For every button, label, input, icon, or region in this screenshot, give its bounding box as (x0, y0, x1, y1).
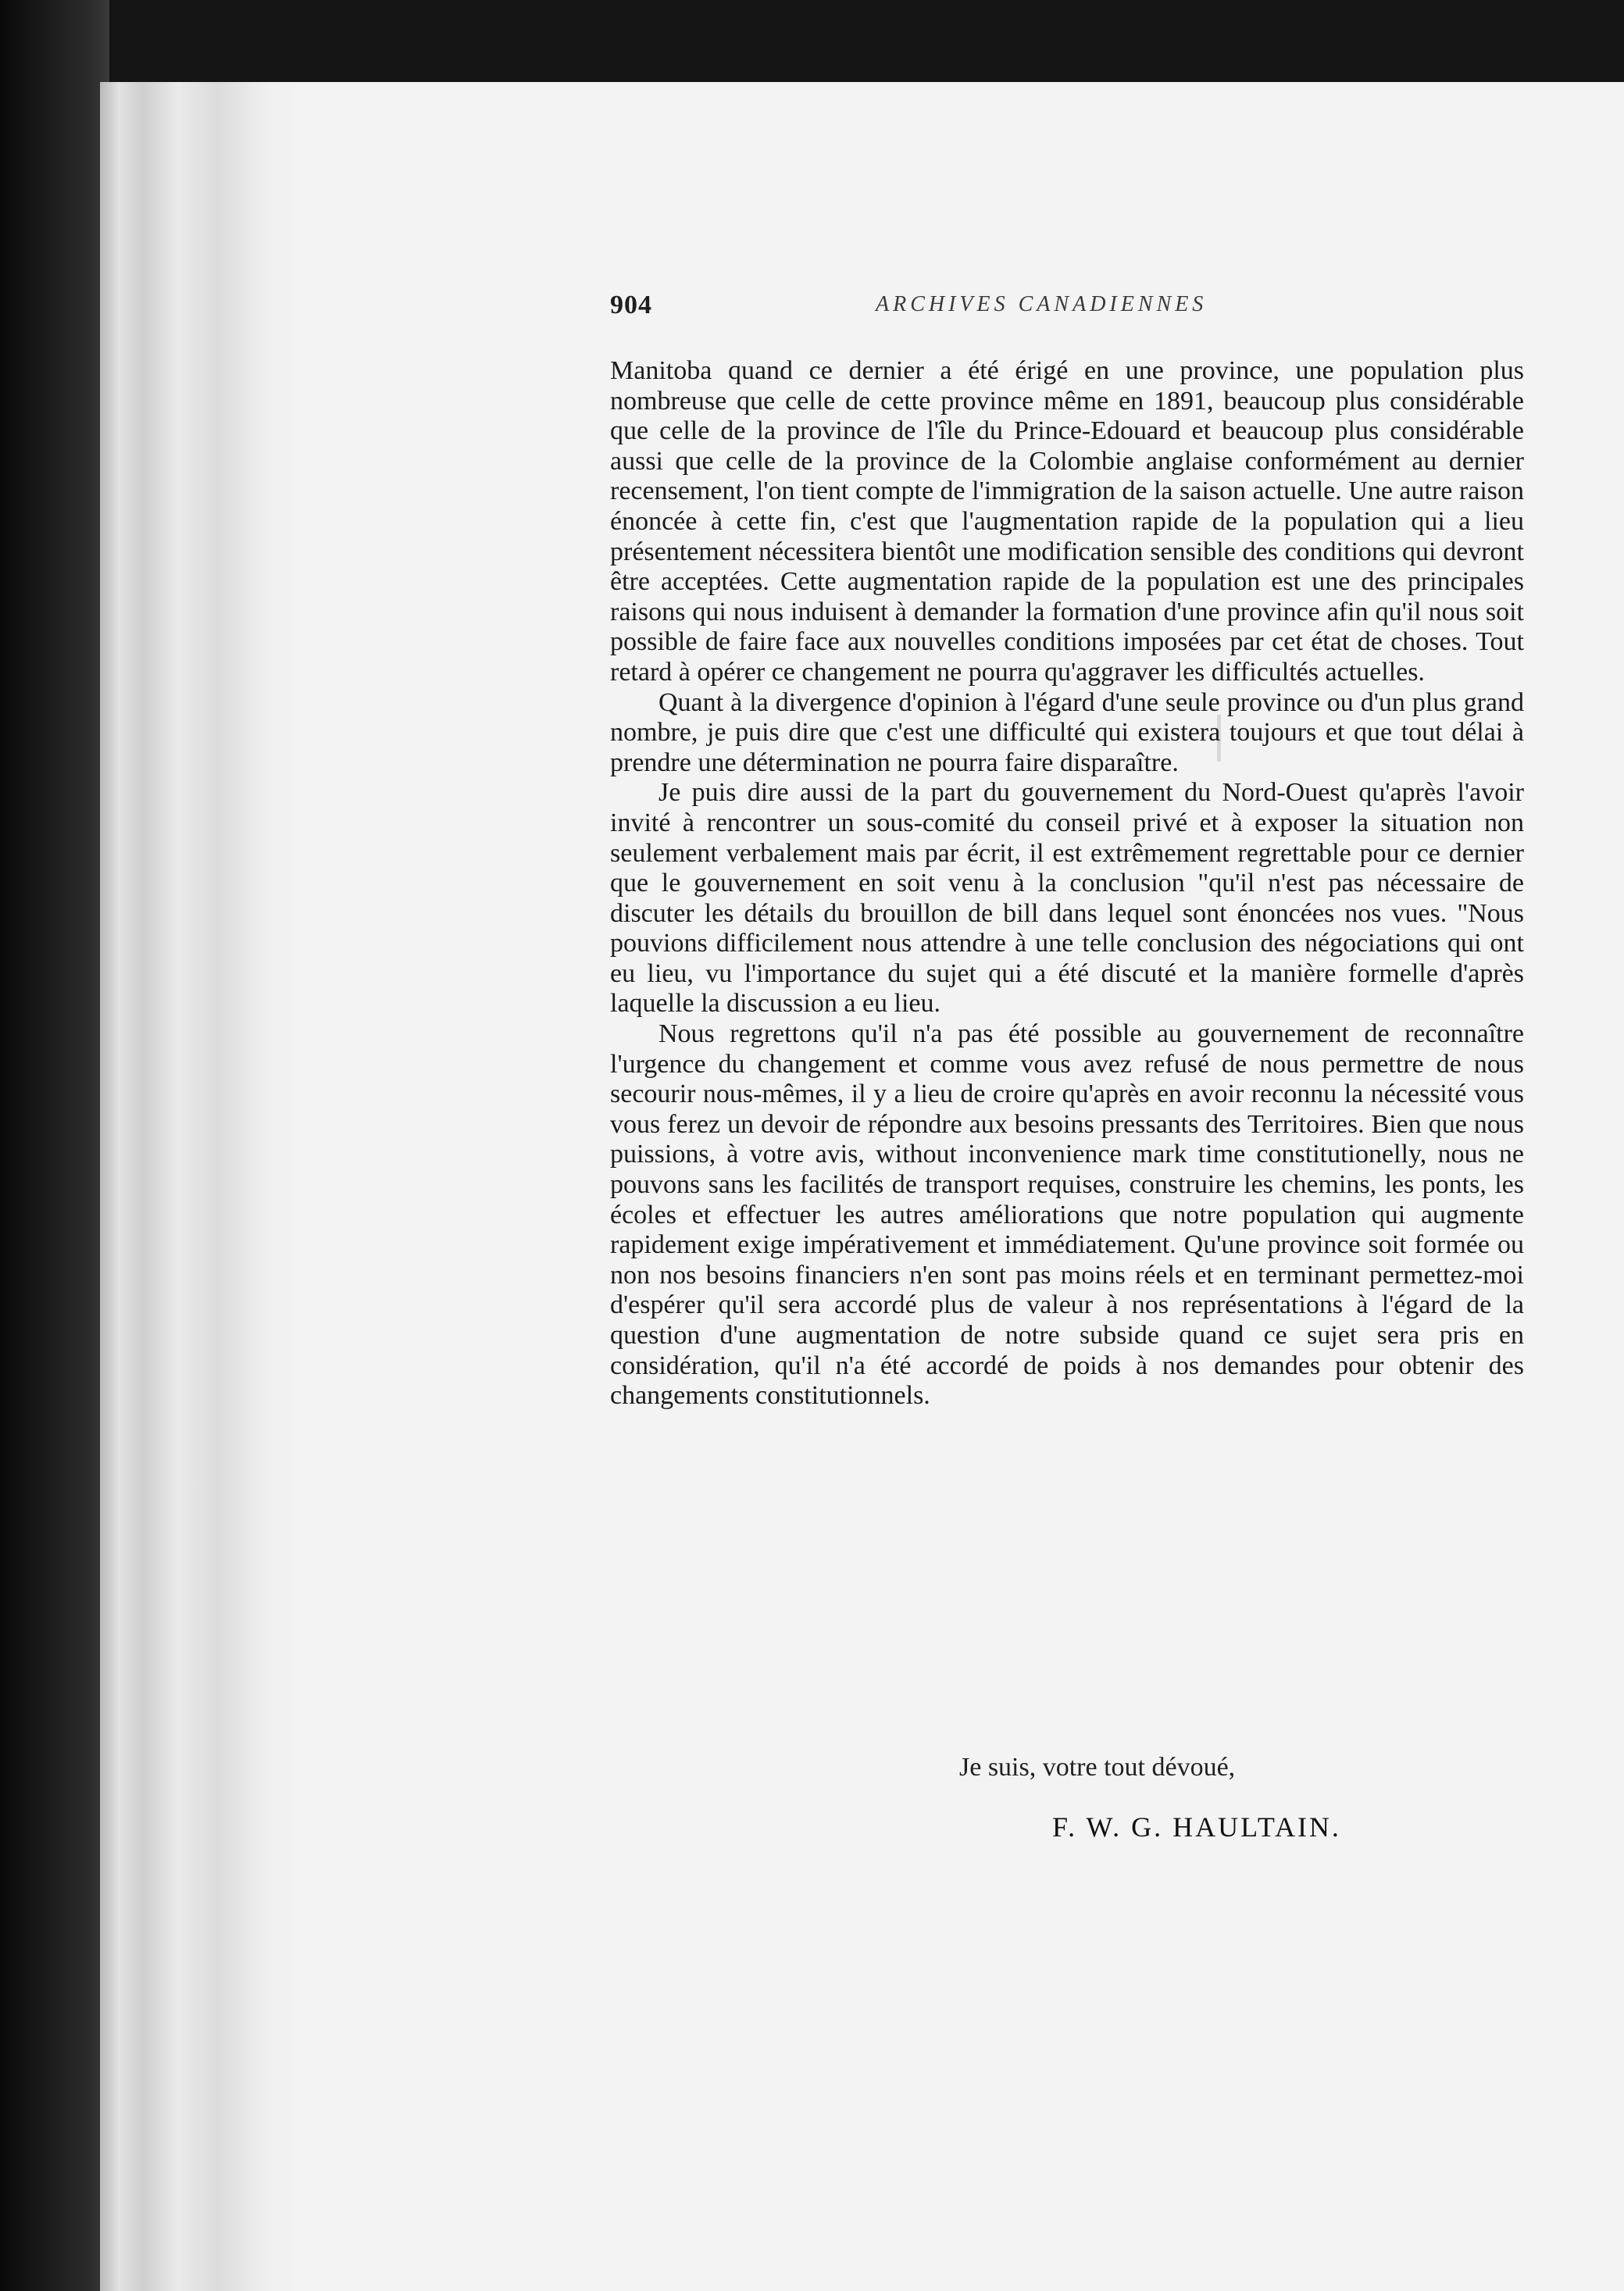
closing-salutation: Je suis, votre tout dévoué, (959, 1753, 1236, 1782)
paragraph: Je puis dire aussi de la part du gouvernement du Nord-Ouest qu'après l'avoir invité à rencontrer un sous-comité du conseil privé et à exposer la situation non seulement verbalement mais par écrit, il est extrêmement regrettable pour ce dernier que le gouvernement en soit venu à la conclusion "qu'il n'est pas nécessaire de discuter les détails du brouillon de bill dans lequel sont énoncées nos vues. "Nous pouvions difficilement nous attendre à une telle conclusion des négociations qui ont eu lieu, vu l'importance du sujet qui a été discuté et la manière formelle d'après laquelle la discussion a eu lieu. (610, 778, 1524, 1019)
book-binding-shadow (0, 0, 109, 2291)
paragraph: Nous regrettons qu'il n'a pas été possible au gouvernement de reconnaître l'urgence du changement et comme vous avez refusé de nous permettre de nous secourir nous-mêmes, il y a lieu de croire qu'après en avoir reconnu la nécessité vous vous ferez un devoir de répondre aux besoins pressants des Territoires. Bien que nous puissions, à votre avis, without inconvenience mark time constitutionelly, nous ne pouvons sans les facilités de transport requises, construire les chemins, les ponts, les écoles et effectuer les autres améliorations que notre population qui augmente rapidement exige impérativement et immédiatement. Qu'une province soit formée ou non nos besoins financiers n'en sont pas moins réels et en terminant permettez-moi d'espérer qu'il sera accordé plus de valeur à nos représentations à l'égard de la question d'une augmentation de notre subside quand ce sujet sera pris en considération, qu'il n'a été accordé de poids à nos demandes pour obtenir des changements constitutionnels. (610, 1019, 1524, 1411)
page-edge-strip (100, 82, 295, 2291)
paragraph: Quant à la divergence d'opinion à l'égard d'une seule province ou d'un plus grand nombre, je puis dire que c'est une difficulté qui existera toujours et que tout délai à prendre une détermination ne pourra faire disparaître. (610, 687, 1524, 777)
page-number: 904 (610, 291, 652, 319)
running-head: ARCHIVES CANADIENNES (876, 292, 1208, 316)
signature: F. W. G. HAULTAIN. (1052, 1811, 1341, 1843)
letter-body (610, 356, 1524, 1411)
paragraph: Manitoba quand ce dernier a été érigé en une province, une population plus nombreuse que celle de cette province même en 1891, beaucoup plus considérable que celle de la province de l'île du Prince-Edouard et beaucoup plus considérable aussi que celle de la province de la Colombie anglaise conformément au dernier recensement, l'on tient compte de l'immigration de la saison actuelle. Une autre raison énoncée à cette fin, c'est que l'augmentation rapide de la population qui a lieu présentement nécessitera bientôt une modification sensible des conditions qui devront être acceptées. Cette augmentation rapide de la population est une des principales raisons qui nous induisent à demander la formation d'une province afin qu'il nous soit possible de faire face aux nouvelles conditions imposées par cet état de choses. Tout retard à opérer ce changement ne pourra qu'aggraver les difficultés actuelles. (610, 356, 1524, 687)
